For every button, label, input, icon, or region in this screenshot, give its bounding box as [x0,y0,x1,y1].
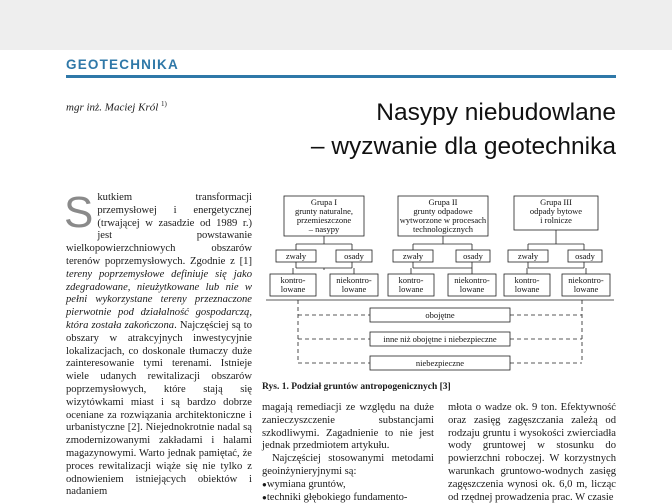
bottom-obojetne: obojętne [425,310,455,320]
group-2-line-1: Grupa II [428,197,458,207]
figure-caption: Rys. 1. Podział gruntów antropogenicznych [3] [262,382,451,392]
col2-paragraph-2: Najczęściej stosowanymi metodami geoinżynieryjnymi są: [262,453,434,477]
osady-label-3: osady [575,251,595,261]
group-1-line-3: przemieszczone [296,215,352,225]
kontro-label-3a: kontro- [514,275,540,285]
niekontro-label-3a: niekontro- [568,275,604,285]
kontro-label-2a: kontro- [398,275,424,285]
kontro-label-2b: lowane [398,284,424,294]
kontro-label-1a: kontro- [280,275,306,285]
col1-text-a: kutkiem transformacji przemysłowej i energetycznej (trwającej w zasadzie od 1989 r.) jest powstawanie wielkopowierzchniowych obszarów terenów poprzemysłowych. Zgodnie z [1] [66,192,252,267]
group-2-line-3: wytworzone w procesach [399,215,487,225]
group-3-line-2: odpady bytowe [529,206,583,216]
classification-diagram [262,190,618,382]
figure-diagram [262,190,618,382]
bottom-inne: inne niż obojętne i niebezpieczne [383,334,497,344]
kontro-label-3b: lowane [514,284,540,294]
list-item: ● techniki głębokiego fundamento- [262,492,434,504]
article-title [311,96,616,164]
group-3-line-1: Grupa III [540,197,572,207]
zwaly-label-1: zwały [285,251,307,261]
group-2-line-2: grunty odpadowe [413,206,473,216]
niekontro-label-1a: niekontro- [336,275,372,285]
group-1-line-2: grunty naturalne, [294,206,354,216]
column-1 [64,188,252,499]
col3-paragraph: młota o wadze ok. 9 ton. Efektywność oraz zasięg zagęszczania zależą od rodzaju gruntu i wysokości zwierciadła wody gruntowej w stosunku do powierzchni roboczej. W korzystnych warunkach gruntowo-wodnych zasięg zagęszczenia wynosi ok. 6,0 m, licząc od rzędnej prowadzenia prac. W czasie [448,402,616,503]
drop-cap: S [64,188,94,237]
bottom-niebezpieczne: niebezpieczne [415,358,465,368]
group-1-line-1: Grupa I [310,197,338,207]
zwaly-label-3: zwały [517,251,539,261]
zwaly-label-2: zwały [402,251,424,261]
niekontro-label-2b: lowane [459,284,485,294]
methods-list [262,479,434,504]
group-3-line-3: i rolnicze [540,215,572,225]
col1-text-b: . Najczęściej są to obszary w atrakcyjnych inwestycyjnie lokalizacjach, co doskonale tłumaczy duże zainteresowanie tymi terenami. Istnieje wiele udanych rewitalizacji obszarów poprzemysłowych, które stają się wizytówkami miast i są bardzo dobrze oceniane za rozwiązania architektoniczne i urbanistyczne [2]. Niejednokrotnie nadal są zmodernizowanymi zakładami i halami magazynowymi. Warto jednak pamiętać, że proces rewitalizacji wiąże się nie tylko z odnowieniem istniejących obiektów i nadaniem [66,319,252,498]
group-2-line-4: technologicznych [413,224,473,234]
niekontro-label-1b: lowane [341,284,367,294]
osady-label-2: osady [463,251,483,261]
niekontro-label-3b: lowane [573,284,599,294]
top-band [0,0,672,50]
title-line-2: – wyzwanie dla geotechnika [310,133,616,160]
list-item: ● wymiana gruntów, [262,479,434,492]
column-2 [262,402,434,504]
title-line-1: Nasypy niebudowlane [376,99,616,126]
kontro-label-1b: lowane [280,284,306,294]
author-line [66,100,167,114]
author-name: mgr inż. Maciej Król [66,101,159,114]
author-footnote-mark: 1) [161,100,167,108]
niekontro-label-2a: niekontro- [454,275,490,285]
col2-paragraph-1: magają remediacji ze względu na duże zanieczyszczenie substancjami szkodliwymi. Zagadnienie to nie jest jednak przedmiotem artykułu. [262,402,434,452]
section-rule [66,75,616,78]
osady-label-1: osady [344,251,364,261]
col1-italic-definition: tereny poprzemysłowe definiuje się jako zdegradowane, nieużytkowane lub nie w pełni wykorzystane tereny przeznaczone pierwotnie pod działalność gospodarczą, która została zakończona [66,268,252,331]
group-1-line-4: – nasypy [308,224,340,234]
column-3 [448,402,616,504]
section-label: GEOTECHNIKA [66,57,179,72]
